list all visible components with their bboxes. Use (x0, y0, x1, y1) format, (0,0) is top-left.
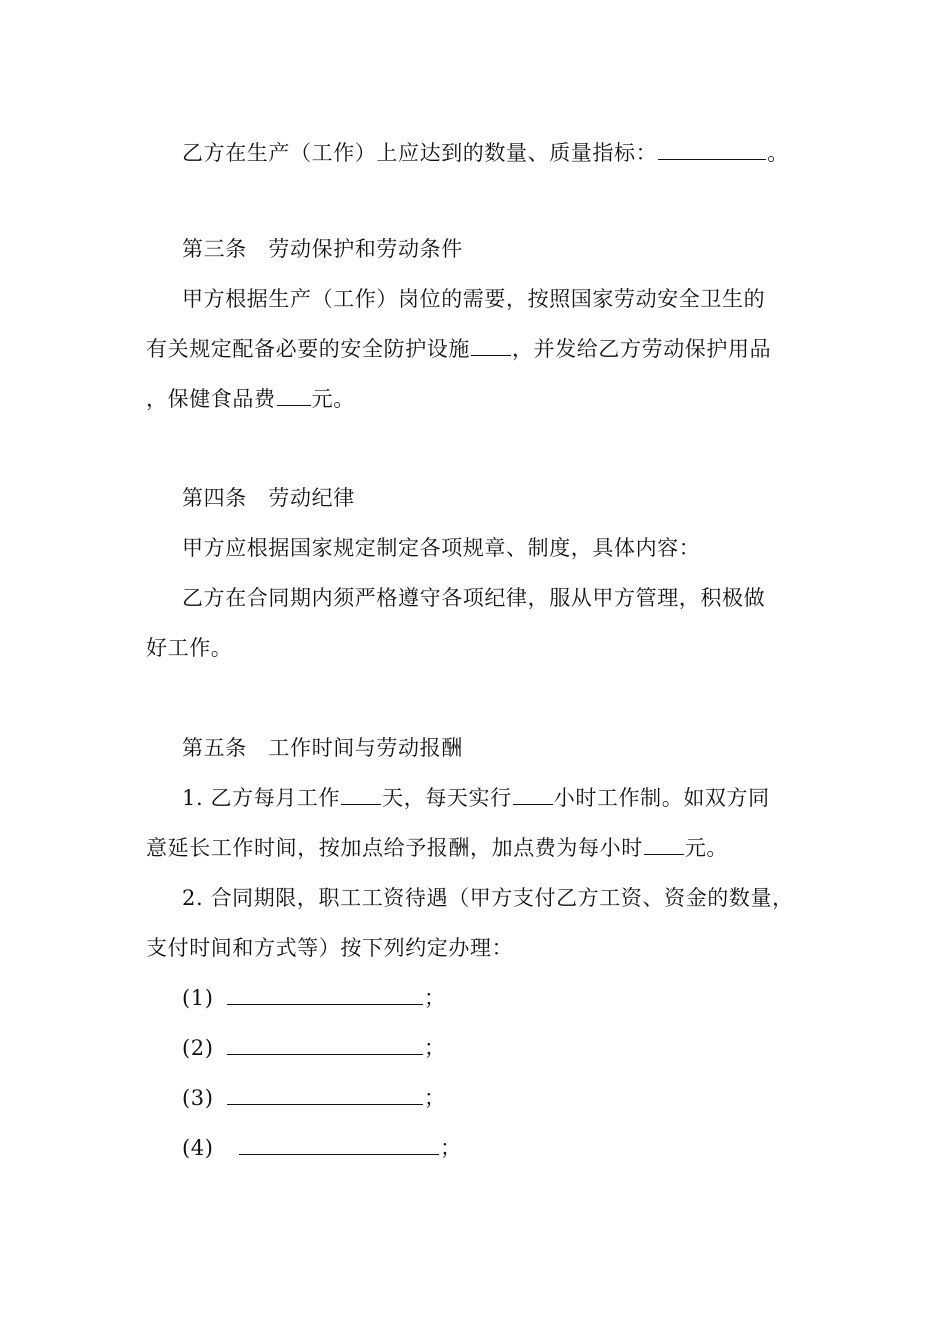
health-food-fee-blank[interactable] (277, 387, 311, 406)
list-item-number: (4) (182, 1136, 214, 1160)
list-item-number: (3) (182, 1086, 214, 1110)
article-3-line-2-text-a: 有关规定配备必要的安全防护设施 (146, 337, 470, 361)
article-5-item-1-line-2 (146, 833, 728, 863)
article-3-line-3-text-a: ，保健食品费 (146, 387, 276, 411)
list-item-number: (1) (182, 986, 214, 1010)
work-hours-blank[interactable] (513, 786, 553, 805)
list-item-blank[interactable] (227, 1086, 423, 1105)
article-4-line-2: 乙方在合同期内须严格遵守各项纪律，服从甲方管理，积极做 (182, 586, 766, 610)
article-3-title: 第三条 劳动保护和劳动条件 (182, 237, 463, 261)
article-3-line-1: 甲方根据生产（工作）岗位的需要，按照国家劳动安全卫生的 (182, 287, 766, 311)
article-5-title: 第五条 工作时间与劳动报酬 (182, 736, 463, 760)
work-system-text: 小时工作制。如双方同 (553, 786, 770, 810)
article-3-line-3-text-b: 元。 (311, 387, 355, 411)
article-3-line-3 (146, 384, 355, 414)
article-4-title: 第四条 劳动纪律 (182, 486, 355, 510)
work-hours-text: 天，每天实行 (382, 786, 512, 810)
quota-end: 。 (767, 141, 789, 165)
list-item (182, 1133, 462, 1163)
article-4-line-3: 好工作。 (146, 636, 233, 660)
overtime-end: 元。 (684, 836, 729, 860)
list-item (182, 1033, 446, 1063)
list-item-blank[interactable] (227, 986, 423, 1005)
list-item (182, 983, 446, 1013)
overtime-rate-blank[interactable] (644, 836, 684, 855)
article-5-item-2-line-2: 支付时间和方式等）按下列约定办理： (146, 936, 514, 960)
article-4-line-1: 甲方应根据国家规定制定各项规章、制度，具体内容： (182, 536, 701, 560)
list-item-blank[interactable] (227, 1036, 423, 1055)
work-days-blank[interactable] (341, 786, 381, 805)
quota-text: 乙方在生产（工作）上应达到的数量、质量指标： (182, 141, 658, 165)
article-3-line-2 (146, 334, 771, 364)
work-days-text: 1. 乙方每月工作 (182, 786, 341, 810)
quota-blank[interactable] (658, 141, 766, 160)
article-5-item-2-line-1: 2. 合同期限，职工工资待遇（甲方支付乙方工资、资金的数量， (182, 886, 794, 910)
list-item (182, 1083, 446, 1113)
safety-facility-blank[interactable] (471, 337, 511, 356)
list-item-end: ； (424, 1036, 446, 1060)
article-5-item-1-line-1 (182, 783, 770, 813)
list-item-end: ； (440, 1136, 462, 1160)
list-item-end: ； (424, 986, 446, 1010)
list-item-end: ； (424, 1086, 446, 1110)
overtime-text: 意延长工作时间，按加点给予报酬，加点费为每小时 (146, 836, 643, 860)
quota-paragraph (182, 138, 789, 168)
article-3-line-2-text-b: ，并发给乙方劳动保护用品 (512, 337, 772, 361)
list-item-blank[interactable] (239, 1136, 439, 1155)
list-item-number: (2) (182, 1036, 214, 1060)
